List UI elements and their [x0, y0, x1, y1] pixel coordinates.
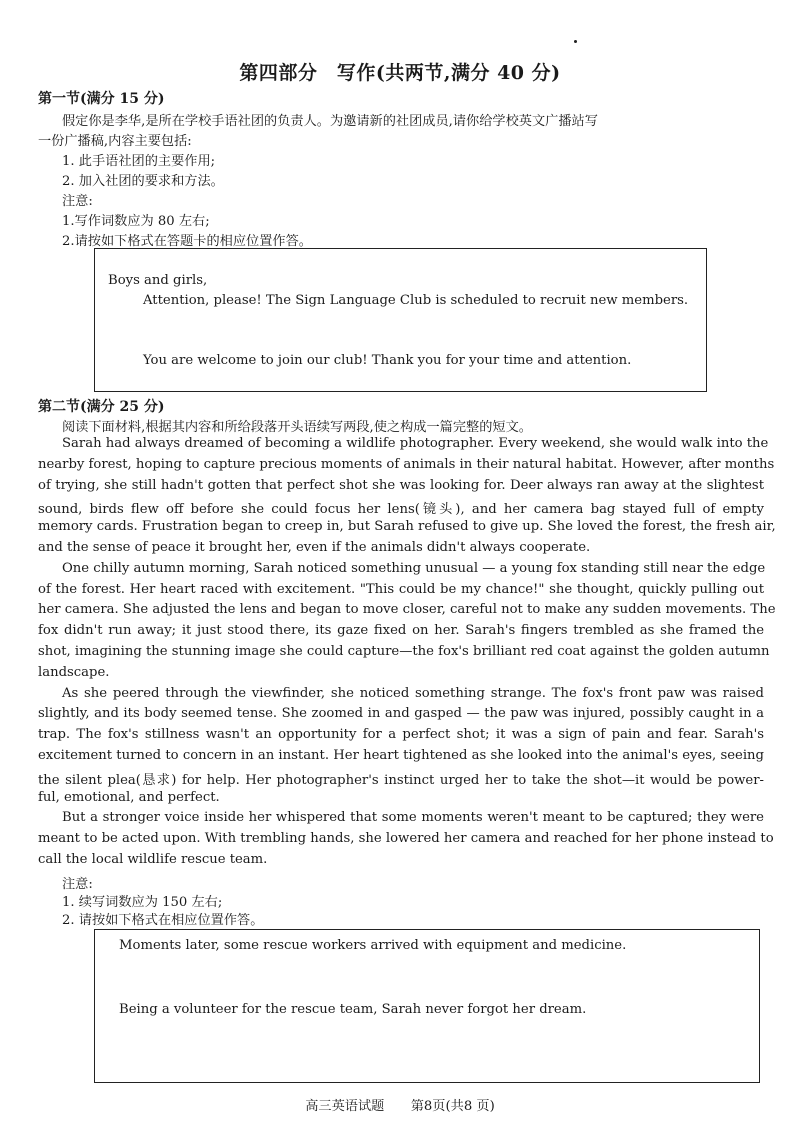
section1-note-2: 2.请按如下格式在答题卡的相应位置作答。	[62, 234, 312, 249]
passage-line: her camera. She adjusted the lens and began to move closer, careful not to make any sudden movements. The	[38, 602, 776, 618]
passage-line: trap. The fox's stillness wasn't an opportunity for a perfect shot; it was a sign of pain and fear. Sarah's	[38, 727, 764, 743]
box2-para1-opening: Moments later, some rescue workers arrived with equipment and medicine.	[119, 937, 627, 953]
passage-line: sound, birds flew off before she could focus her lens(镜头), and her camera bag stayed full of empty	[38, 502, 764, 518]
section2-heading: 第二节(满分 25 分)	[38, 399, 165, 415]
section2-note-label: 注意:	[62, 876, 93, 892]
passage-line: the silent plea(恳求) for help. Her photographer's instinct urged her to take the shot—it would be power-	[38, 772, 764, 788]
section1-prompt-line-1: 假定你是李华,是所在学校手语社团的负责人。为邀请新的社团成员,请你给学校英文广播站写	[62, 114, 598, 129]
passage-line: of the forest. Her heart raced with excitement. "This could be my chance!" she thought, quickly pulling out	[38, 581, 764, 597]
passage-line: meant to be acted upon. With trembling hands, she lowered her camera and reached for her phone instead to	[38, 831, 774, 847]
passage-line: of trying, she still hadn't gotten that perfect shot she was looking for. Deer always ran away at the slightest	[38, 477, 764, 493]
passage-line: As she peered through the viewfinder, she noticed something strange. The fox's front paw was raised	[62, 685, 764, 701]
box1-greeting: Boys and girls,	[108, 273, 208, 288]
section1-prompt-line-2: 一份广播稿,内容主要包括:	[38, 134, 192, 149]
passage-line: shot, imagining the stunning image she could capture—the fox's brilliant red coat against the golden autumn	[38, 644, 770, 659]
passage-line: nearby forest, hoping to capture precious moments of animals in their natural habitat. However, after months	[38, 456, 775, 472]
passage-line: fox didn't run away; it just stood there, its gaze fixed on her. Sarah's fingers trembled as she framed the	[38, 623, 764, 639]
print-speck	[574, 40, 577, 43]
section1-note-label: 注意:	[62, 194, 93, 209]
section1-answer-box	[94, 248, 707, 392]
passage-line: ful, emotional, and perfect.	[38, 789, 220, 805]
page-title: 第四部分 写作(共两节,满分 40 分)	[239, 62, 561, 84]
passage-line: Sarah had always dreamed of becoming a wildlife photographer. Every weekend, she would walk into the	[62, 436, 769, 451]
section1-heading: 第一节(满分 15 分)	[38, 91, 165, 107]
passage-line: slightly, and its body seemed tense. She zoomed in and gasped — the paw was injured, possibly caught in a	[38, 706, 764, 722]
passage-line: and the sense of peace it brought her, even if the animals didn't always cooperate.	[38, 540, 591, 555]
page-footer: 高三英语试题 第8页(共8 页)	[305, 1098, 495, 1114]
section2-note-1: 1. 续写词数应为 150 左右;	[62, 894, 223, 910]
passage-line: memory cards. Frustration began to creep in, but Sarah refused to give up. She loved the forest, the fresh air,	[38, 519, 776, 535]
passage-line: call the local wildlife rescue team.	[38, 852, 268, 867]
passage-line: excitement turned to concern in an instant. Her heart tightened as she looked into the animal's eyes, seeing	[38, 748, 764, 763]
box2-para2-opening: Being a volunteer for the rescue team, Sarah never forgot her dream.	[119, 1001, 587, 1017]
passage-line: One chilly autumn morning, Sarah noticed something unusual — a young fox standing still near the edge	[62, 560, 766, 576]
passage-line: landscape.	[38, 664, 110, 680]
box1-closing: You are welcome to join our club! Thank you for your time and attention.	[143, 353, 632, 368]
section1-item-2: 2. 加入社团的要求和方法。	[62, 174, 224, 189]
section2-answer-box	[94, 929, 760, 1083]
section1-item-1: 1. 此手语社团的主要作用;	[62, 154, 216, 169]
section2-instruction: 阅读下面材料,根据其内容和所给段落开头语续写两段,使之构成一篇完整的短文。	[62, 420, 532, 435]
section1-note-1: 1.写作词数应为 80 左右;	[62, 214, 210, 229]
box1-opening: Attention, please! The Sign Language Club is scheduled to recruit new members.	[143, 293, 689, 308]
passage-line: But a stronger voice inside her whispered that some moments weren't meant to be captured; they were	[62, 810, 764, 826]
section2-note-2: 2. 请按如下格式在相应位置作答。	[62, 912, 264, 928]
